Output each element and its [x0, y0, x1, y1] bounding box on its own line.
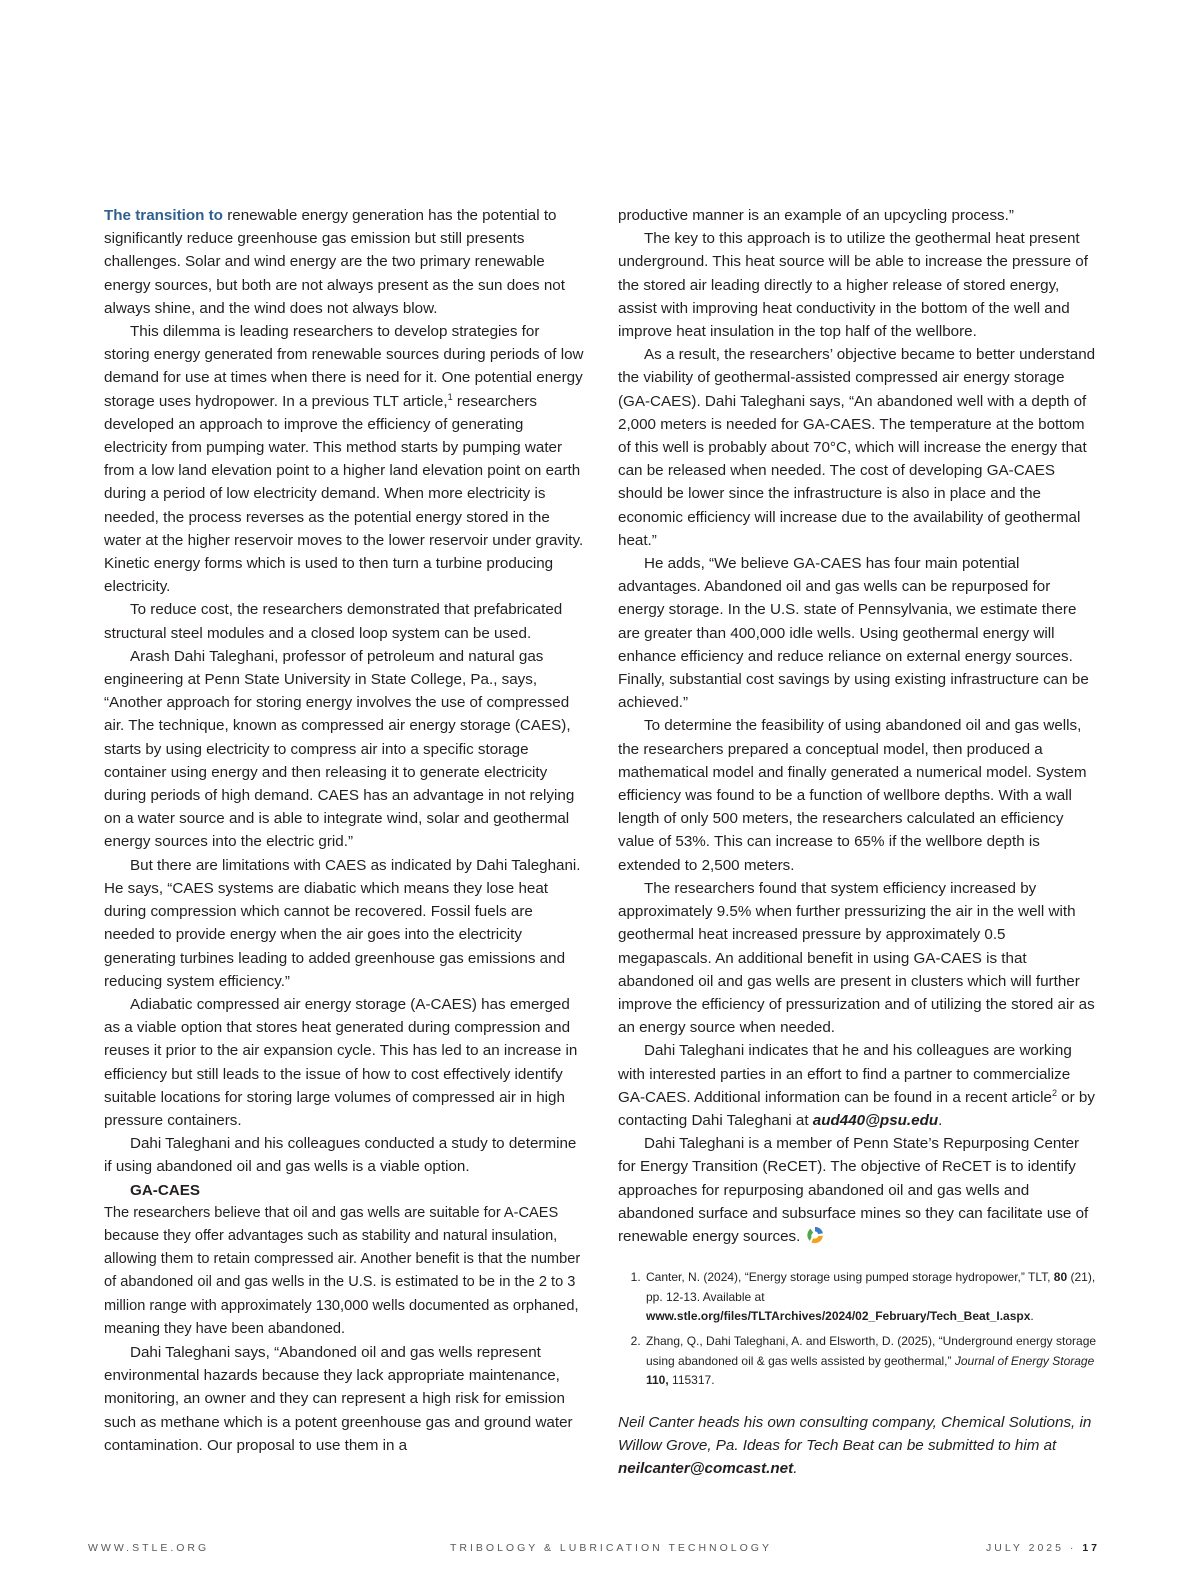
- footer-publication: TRIBOLOGY & LUBRICATION TECHNOLOGY: [450, 1542, 772, 1554]
- paragraph: To determine the feasibility of using abandoned oil and gas wells, the researchers prepared a conceptual model, then produced a mathematical model and finally generated a numerical model. System efficiency was found to be a function of wellbore depths. With a wall length of only 500 meters, the researchers calculated an efficiency value of 53%. This can increase to 65% if the wellbore depth is extended to 2,500 meters.: [618, 717, 1087, 874]
- recycle-end-mark-icon: [806, 1226, 824, 1244]
- reference-item: 2. Zhang, Q., Dahi Taleghani, A. and Elsworth, D. (2025), “Underground energy storage using abandoned oil & gas wells assisted by geothermal,” Journal of Energy Storage 110, 115317.: [644, 1332, 1100, 1390]
- paragraph: Adiabatic compressed air energy storage (A-CAES) has emerged as a viable option that stores heat generated during compression and reuses it prior to the air expansion cycle. This has led to an increase in efficiency but still leads to the issue of how to cost effectively identify suitable locations for storing large volumes of compressed air in high pressure containers.: [104, 995, 578, 1129]
- paragraph: The researchers believe that oil and gas wells are suitable for A-CAES because they offer advantages such as stability and natural insulation, allowing them to retain compressed air. Another benefit is that the number of abandoned oil and gas wells in the U.S. is estimated to be in the 2 to 3 million range with approximately 130,000 wells documented as orphaned, meaning they have been abandoned.: [104, 1204, 581, 1337]
- reference-item: 1. Canter, N. (2024), “Energy storage using pumped storage hydropower,” TLT, 80 (21), pp. 12-13. Available at www.stle.org/files/TLTArchives/2024/02_February/Tech_Beat_I.aspx.: [644, 1268, 1100, 1326]
- lead-in: The transition to: [104, 207, 223, 224]
- footnote-ref-2[interactable]: 2: [1051, 1087, 1057, 1098]
- paragraph: The researchers found that system efficiency increased by approximately 9.5% when further pressurizing the air in the well with geothermal heat increased pressure by approximately 0.5 megapascals. An additional benefit in using GA-CAES is that abandoned oil and gas wells are present in clusters which will further improve the efficiency of pressurization and of utilizing the stored air as an energy source when needed.: [618, 879, 1095, 1037]
- reference-url-link[interactable]: www.stle.org/files/TLTArchives/2024/02_February/Tech_Beat_I.aspx: [646, 1308, 1031, 1323]
- right-column: [618, 204, 1100, 1480]
- footer-date-page: JULY 2025 · 17: [986, 1542, 1101, 1554]
- paragraph: Dahi Taleghani and his colleagues conducted a study to determine if using abandoned oil and gas wells is a viable option.: [104, 1135, 577, 1176]
- paragraph: He adds, “We believe GA-CAES has four main potential advantages. Abandoned oil and gas wells can be repurposed for energy storage. In the U.S. state of Pennsylvania, we estimate there are greater than 400,000 idle wells. Using geothermal energy will enhance efficiency and reduce reliance on external energy sources. Finally, substantial cost savings by using existing infrastructure can be achieved.”: [618, 555, 1089, 712]
- footer-website[interactable]: WWW.STLE.ORG: [88, 1542, 210, 1554]
- email-link[interactable]: aud440@psu.edu: [812, 1111, 939, 1129]
- paragraph: Arash Dahi Taleghani, professor of petroleum and natural gas engineering at Penn State University in State College, Pa., says, “Another approach for storing energy involves the use of compressed air. The technique, known as compressed air energy storage (CAES), starts by using electricity to compress air into a specific storage container using energy and then releasing it to generate electricity during periods of high demand. CAES has an advantage in not relying on a water source and is able to integrate wind, solar and geothermal energy sources into the electric grid.”: [104, 647, 575, 851]
- author-bio: Neil Canter heads his own consulting company, Chemical Solutions, in Willow Grove, Pa. Ideas for Tech Beat can be submitted to him at neilcanter@comcast.net.: [618, 1413, 1092, 1477]
- paragraph: The transition to renewable energy generation has the potential to significantly reduce greenhouse gas emission but still presents challenges. Solar and wind energy are the two primary renewable energy sources, but both are not always present as the sun does not always shine, and the wind does not always blow.: [104, 207, 565, 317]
- paragraph: But there are limitations with CAES as indicated by Dahi Taleghani. He says, “CAES systems are diabatic which means they lose heat during compression which cannot be recovered. Fossil fuels are needed to provide energy when the air goes into the electricity generating turbines leading to added greenhouse gas emissions and reducing system efficiency.”: [104, 856, 581, 990]
- paragraph: productive manner is an example of an upcycling process.”: [618, 207, 1014, 224]
- paragraph: As a result, the researchers’ objective became to better understand the viability of geothermal-assisted compressed air energy storage (GA-CAES). Dahi Taleghani says, “An abandoned well with a depth of 2,000 meters is needed for GA-CAES. The temperature at the bottom of this well is probably about 70°C, which will increase the energy that can be released when needed. The cost of developing GA-CAES should be lower since the infrastructure is also in place and the economic efficiency will increase due to the availability of geothermal heat.”: [618, 346, 1096, 549]
- paragraph: Dahi Taleghani indicates that he and his colleagues are working with interested parties in an effort to find a partner to commercialize GA-CAES. Additional information can be found in a recent article$^2$ or by contacting Dahi Taleghani at aud440@psu.edu.: [618, 1042, 1095, 1129]
- paragraph: The key to this approach is to utilize the geothermal heat present underground. This heat source will be able to increase the pressure of the stored air leading directly to a higher release of stored energy, assist with improving heat conductivity in the bottom of the well and improve heat insulation in the top half of the wellbore.: [618, 230, 1088, 341]
- reference-list: [618, 1268, 1100, 1390]
- footnote-ref-1[interactable]: 1: [447, 391, 453, 402]
- section-heading: GA-CAES: [130, 1181, 201, 1199]
- left-column: [104, 204, 584, 1457]
- paragraph: Dahi Taleghani says, “Abandoned oil and gas wells represent environmental hazards because they lack appropriate maintenance, monitoring, an owner and they can represent a high risk for emission such as methane which is a potent greenhouse gas and ground water contamination. Our proposal to use them in a: [104, 1343, 573, 1454]
- paragraph: This dilemma is leading researchers to develop strategies for storing energy generated from renewable sources during periods of low demand for use at times when there is need for it. One potential energy storage uses hydropower. In a previous TLT article,$^1$ researchers developed an approach to improve the efficiency of generating electricity from pumping water. This method starts by pumping water from a low land elevation point to a higher land elevation point on earth during a period of low electricity demand. When more electricity is needed, the process reverses as the potential energy stored in the water at the higher reservoir moves to the lower reservoir under gravity. Kinetic energy forms which is used to then turn a turbine producing electricity.: [104, 323, 584, 596]
- paragraph: To reduce cost, the researchers demonstrated that prefabricated structural steel modules and a closed loop system can be used.: [104, 601, 563, 642]
- page-number: 17: [1082, 1542, 1101, 1554]
- paragraph: Dahi Taleghani is a member of Penn State’s Repurposing Center for Energy Transition (ReCET). The objective of ReCET is to identify approaches for repurposing abandoned oil and gas wells and abandoned surface and subsurface mines so they can facilitate use of renewable energy sources.: [618, 1135, 1089, 1245]
- bio-email-link[interactable]: neilcanter@comcast.net: [618, 1459, 794, 1477]
